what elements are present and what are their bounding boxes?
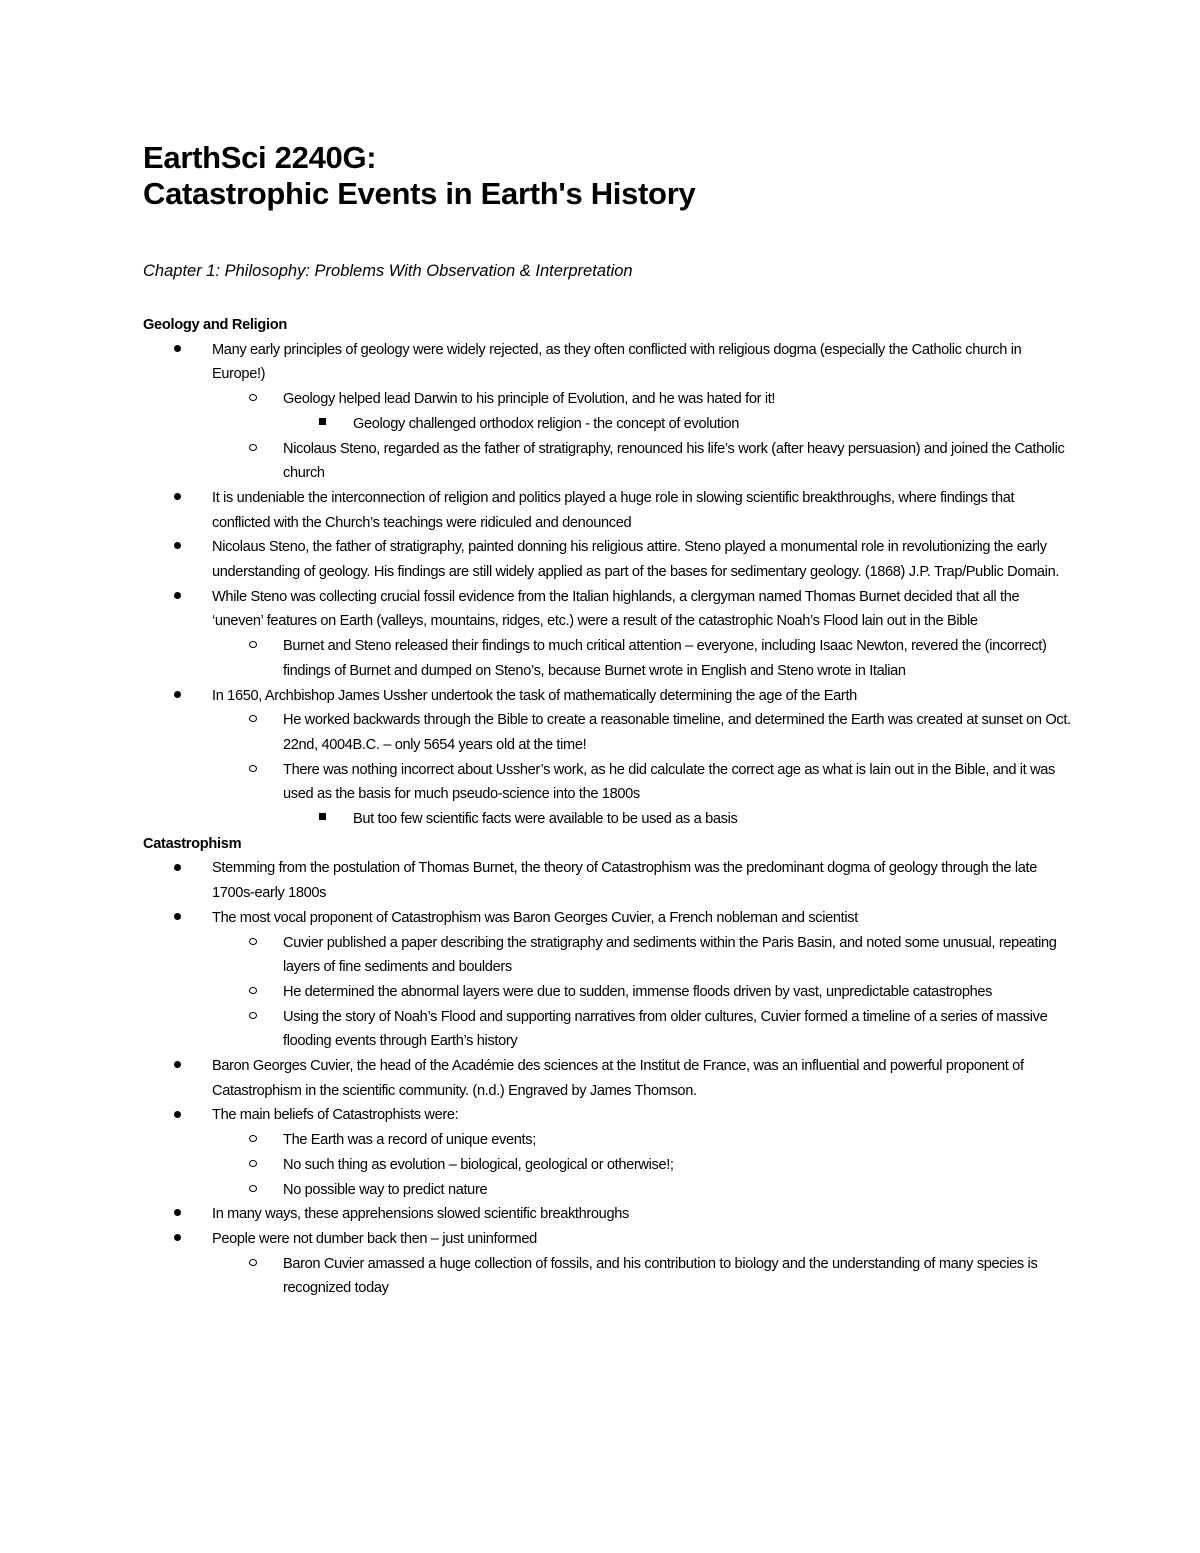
bullet-circle-icon	[249, 1005, 257, 1030]
list-item: The main beliefs of Catastrophists were:	[143, 1103, 1073, 1128]
bullet-circle-icon	[249, 708, 257, 733]
bullet-circle-icon	[249, 1128, 257, 1153]
list-item: Cuvier published a paper describing the stratigraphy and sediments within the Paris Basin, and noted some unusual, repeating layers of fine sediments and boulders	[143, 931, 1073, 980]
bullet-disc-icon	[174, 684, 181, 709]
bullet-disc-icon	[174, 1054, 181, 1079]
bullet-disc-icon	[174, 1202, 181, 1227]
list-item: Nicolaus Steno, regarded as the father of stratigraphy, renounced his life’s work (after heavy persuasion) and joined the Catholic church	[143, 437, 1073, 486]
list-item: He worked backwards through the Bible to create a reasonable timeline, and determined the Earth was created at sunset on Oct. 22nd, 4004B.C. – only 5654 years old at the time!	[143, 708, 1073, 757]
list-item: No such thing as evolution – biological, geological or otherwise!;	[143, 1153, 1073, 1178]
document-title	[143, 140, 695, 212]
chapter-heading: Chapter 1: Philosophy: Problems With Observation & Interpretation	[143, 262, 633, 280]
section-heading-catastrophism: Catastrophism	[143, 835, 242, 852]
list-item: He determined the abnormal layers were due to sudden, immense floods driven by vast, unpredictable catastrophes	[143, 980, 1073, 1005]
bullet-circle-icon	[249, 758, 257, 783]
bullet-disc-icon	[174, 535, 181, 560]
bullet-circle-icon	[249, 931, 257, 956]
list-item: Many early principles of geology were widely rejected, as they often conflicted with religious dogma (especially the Catholic church in Europe!)	[143, 338, 1073, 387]
bullet-circle-icon	[249, 980, 257, 1005]
bullet-disc-icon	[174, 1227, 181, 1252]
list-item: In 1650, Archbishop James Ussher undertook the task of mathematically determining the age of the Earth	[143, 684, 1073, 709]
bullet-circle-icon	[249, 1252, 257, 1277]
notes-content	[143, 313, 1073, 1301]
list-item: Geology helped lead Darwin to his principle of Evolution, and he was hated for it!	[143, 387, 1073, 412]
list-item: But too few scientific facts were available to be used as a basis	[143, 807, 1073, 832]
list-item: People were not dumber back then – just uninformed	[143, 1227, 1073, 1252]
list-item: The Earth was a record of unique events;	[143, 1128, 1073, 1153]
bullet-disc-icon	[174, 856, 181, 881]
list-item: Nicolaus Steno, the father of stratigraphy, painted donning his religious attire. Steno played a monumental role in revolutionizing the early understanding of geology. His findings are still widely applied as part of the bases for sedimentary geology. (1868) J.P. Trap/Public Domain.	[143, 535, 1073, 584]
course-code: EarthSci 2240G:	[143, 140, 377, 175]
bullet-circle-icon	[249, 1153, 257, 1178]
list-item: While Steno was collecting crucial fossil evidence from the Italian highlands, a clergyman named Thomas Burnet decided that all the ‘uneven’ features on Earth (valleys, mountains, ridges, etc.) were a result of the catastrophic Noah’s Flood lain out in the Bible	[143, 585, 1073, 634]
bullet-circle-icon	[249, 437, 257, 462]
bullet-disc-icon	[174, 486, 181, 511]
bullet-disc-icon	[174, 338, 181, 363]
list-item: The most vocal proponent of Catastrophism was Baron Georges Cuvier, a French nobleman and scientist	[143, 906, 1073, 931]
list-item: In many ways, these apprehensions slowed scientific breakthroughs	[143, 1202, 1073, 1227]
bullet-disc-icon	[174, 585, 181, 610]
bullet-disc-icon	[174, 1103, 181, 1128]
list-item: Baron Georges Cuvier, the head of the Académie des sciences at the Institut de France, was an influential and powerful proponent of Catastrophism in the scientific community. (n.d.) Engraved by James Thomson.	[143, 1054, 1073, 1103]
list-item: Geology challenged orthodox religion - the concept of evolution	[143, 412, 1073, 437]
bullet-square-icon	[319, 807, 326, 832]
list-item: Baron Cuvier amassed a huge collection of fossils, and his contribution to biology and the understanding of many species is recognized today	[143, 1252, 1073, 1301]
bullet-disc-icon	[174, 906, 181, 931]
bullet-circle-icon	[249, 387, 257, 412]
bullet-square-icon	[319, 412, 326, 437]
section-heading-geology-religion: Geology and Religion	[143, 317, 287, 333]
course-title: Catastrophic Events in Earth's History	[143, 176, 696, 211]
list-item: Using the story of Noah’s Flood and supporting narratives from older cultures, Cuvier formed a timeline of a series of massive flooding events through Earth’s history	[143, 1005, 1073, 1054]
list-item: Stemming from the postulation of Thomas Burnet, the theory of Catastrophism was the predominant dogma of geology through the late 1700s-early 1800s	[143, 856, 1073, 905]
list-item: It is undeniable the interconnection of religion and politics played a huge role in slowing scientific breakthroughs, where findings that conflicted with the Church’s teachings were ridiculed and denounced	[143, 486, 1073, 535]
bullet-circle-icon	[249, 1178, 257, 1203]
bullet-circle-icon	[249, 634, 257, 659]
list-item: No possible way to predict nature	[143, 1178, 1073, 1203]
list-item: There was nothing incorrect about Ussher’s work, as he did calculate the correct age as what is lain out in the Bible, and it was used as the basis for much pseudo-science into the 1800s	[143, 758, 1073, 807]
list-item: Burnet and Steno released their findings to much critical attention – everyone, including Isaac Newton, revered the (incorrect) findings of Burnet and dumped on Steno’s, because Burnet wrote in English and Steno wrote in Italian	[143, 634, 1073, 683]
